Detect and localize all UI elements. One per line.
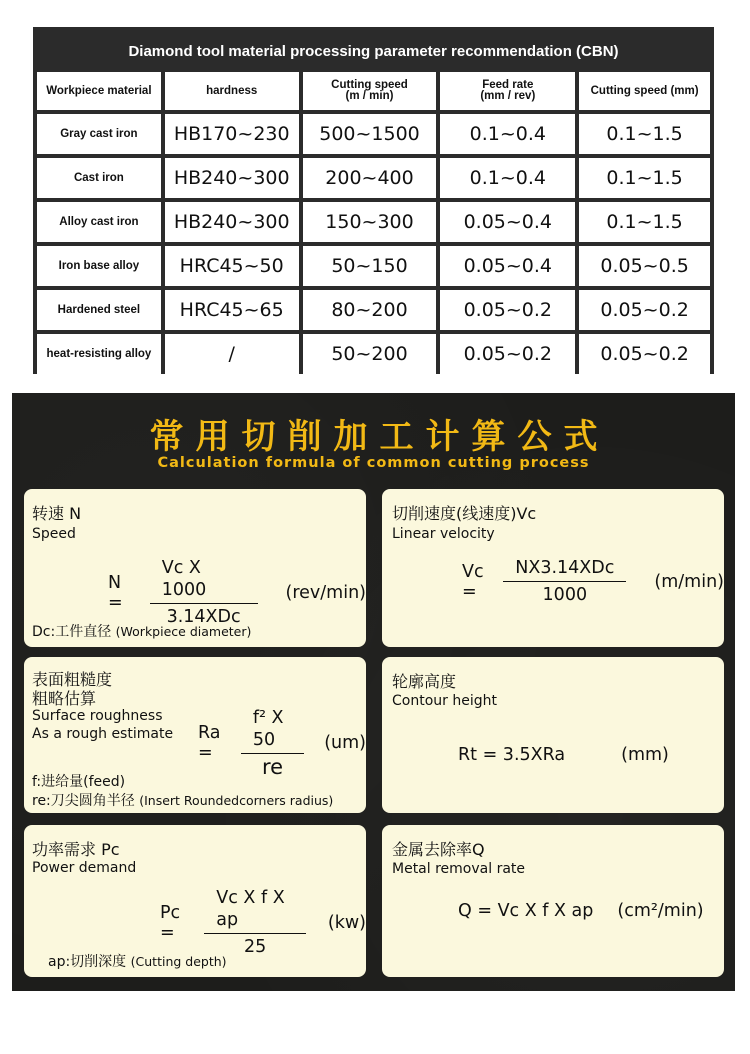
formula-numerator: f² X 50	[241, 707, 304, 754]
formula-expression: Q = Vc X f X ap	[458, 901, 594, 921]
formula-fraction	[503, 557, 626, 606]
parameter-table	[33, 27, 714, 374]
panel-subtitle: Linear velocity	[392, 526, 495, 542]
table-row	[37, 114, 710, 154]
panel-title: 功率需求 Pc	[32, 840, 120, 859]
table-row	[37, 290, 710, 330]
formula-numerator: Vc X f X ap	[204, 887, 306, 934]
panel-speed	[24, 489, 366, 647]
cell-feed-rate: 0.05~0.4	[440, 246, 575, 286]
panel-title: 金属去除率Q	[392, 840, 485, 859]
formula-denominator: 3.14XDc	[166, 607, 241, 627]
formula-fraction	[241, 707, 304, 778]
formula-fraction	[204, 887, 306, 958]
table-row	[37, 334, 710, 374]
panel-subtitle: Contour height	[392, 693, 497, 709]
formula-denominator: 1000	[542, 585, 588, 605]
cell-hardness: HB170~230	[165, 114, 299, 154]
table-header-row	[37, 72, 710, 110]
header-cutting-depth: Cutting speed (mm)	[579, 72, 710, 110]
formula-fraction	[150, 557, 258, 628]
roughness-formula	[198, 707, 366, 778]
cell-cutting-depth: 0.1~1.5	[579, 202, 710, 242]
cell-cutting-depth: 0.05~0.2	[579, 290, 710, 330]
table-row	[37, 158, 710, 198]
cell-hardness: HRC45~65	[165, 290, 299, 330]
cell-cutting-depth: 0.05~0.5	[579, 246, 710, 286]
formula-denominator: re	[261, 755, 284, 779]
cell-cutting-depth: 0.05~0.2	[579, 334, 710, 374]
panel-subtitle: Speed	[32, 526, 76, 542]
cell-cutting-speed: 50~150	[303, 246, 437, 286]
formula-unit: (um)	[324, 732, 366, 753]
formula-unit: (m/min)	[654, 571, 724, 592]
panel-linear-velocity	[382, 489, 724, 647]
panel-title: 转速 N	[32, 504, 82, 523]
cell-material: Cast iron	[37, 158, 161, 198]
header-hardness: hardness	[165, 72, 299, 110]
removal-formula	[458, 901, 704, 921]
formula-numerator: NX3.14XDc	[503, 557, 626, 582]
panel-note-feed: f:进给量(feed)	[32, 774, 126, 790]
header-feed-rate: Feed rate (mm / rev)	[440, 72, 575, 110]
formula-denominator: 25	[243, 937, 267, 957]
panel-note: ap:切削深度 (Cutting depth)	[48, 954, 227, 970]
panel-subtitle-line2: As a rough estimate	[32, 726, 174, 742]
cell-material: Hardened steel	[37, 290, 161, 330]
cell-material: Iron base alloy	[37, 246, 161, 286]
formula-lhs: Ra =	[198, 722, 221, 763]
cell-cutting-speed: 200~400	[303, 158, 437, 198]
cell-hardness: /	[165, 334, 299, 374]
cell-cutting-depth: 0.1~1.5	[579, 158, 710, 198]
panel-subtitle: Power demand	[32, 860, 137, 876]
cell-hardness: HB240~300	[165, 202, 299, 242]
panel-subtitle-line1: Surface roughness	[32, 708, 163, 724]
table-title: Diamond tool material processing parameter recommendation (CBN)	[128, 43, 619, 60]
formula-lhs: Vc =	[462, 561, 484, 602]
cell-cutting-speed: 500~1500	[303, 114, 437, 154]
board-title-chinese: 常用切削加工计算公式	[149, 417, 610, 457]
panel-title: 切削速度(线速度)Vc	[392, 504, 537, 523]
cell-material: heat-resisting alloy	[37, 334, 161, 374]
cell-hardness: HB240~300	[165, 158, 299, 198]
panel-subtitle: Metal removal rate	[392, 861, 526, 877]
formula-unit: (rev/min)	[285, 582, 366, 603]
board-title-english: Calculation formula of common cutting process	[157, 455, 590, 471]
cell-cutting-speed: 80~200	[303, 290, 437, 330]
formula-lhs: Pc =	[160, 902, 181, 943]
cell-cutting-speed: 150~300	[303, 202, 437, 242]
panel-metal-removal-rate	[382, 825, 724, 977]
formula-unit: (cm²/min)	[617, 901, 704, 921]
formula-lhs: N =	[108, 572, 123, 613]
speed-formula	[108, 557, 366, 628]
cell-material: Alloy cast iron	[37, 202, 161, 242]
cell-cutting-speed: 50~200	[303, 334, 437, 374]
panel-title-line1: 表面粗糙度	[32, 670, 113, 689]
cell-feed-rate: 0.05~0.4	[440, 202, 575, 242]
panel-surface-roughness	[24, 657, 366, 813]
table-row	[37, 202, 710, 242]
contour-formula	[458, 745, 669, 765]
formula-board	[12, 393, 735, 991]
cell-hardness: HRC45~50	[165, 246, 299, 286]
panel-title-line2: 粗略估算	[32, 689, 97, 708]
formula-numerator: Vc X 1000	[150, 557, 258, 604]
panel-contour-height	[382, 657, 724, 813]
cell-feed-rate: 0.05~0.2	[440, 334, 575, 374]
table-row	[37, 246, 710, 286]
header-cutting-speed: Cutting speed (m / min)	[303, 72, 437, 110]
formula-unit: (mm)	[621, 745, 669, 765]
cell-feed-rate: 0.05~0.2	[440, 290, 575, 330]
panel-title: 轮廓高度	[392, 672, 457, 691]
cell-feed-rate: 0.1~0.4	[440, 114, 575, 154]
formula-unit: (kw)	[327, 912, 366, 933]
cell-material: Gray cast iron	[37, 114, 161, 154]
panel-note-radius: re:刀尖圆角半径 (Insert Roundedcorners radius)	[32, 793, 334, 809]
cell-feed-rate: 0.1~0.4	[440, 158, 575, 198]
panel-note: Dc:工件直径 (Workpiece diameter)	[32, 624, 252, 640]
cell-cutting-depth: 0.1~1.5	[579, 114, 710, 154]
power-formula	[160, 887, 366, 958]
panel-power-demand	[24, 825, 366, 977]
formula-expression: Rt = 3.5XRa	[458, 745, 566, 765]
header-workpiece-material: Workpiece material	[37, 72, 161, 110]
linear-velocity-formula	[462, 557, 724, 606]
